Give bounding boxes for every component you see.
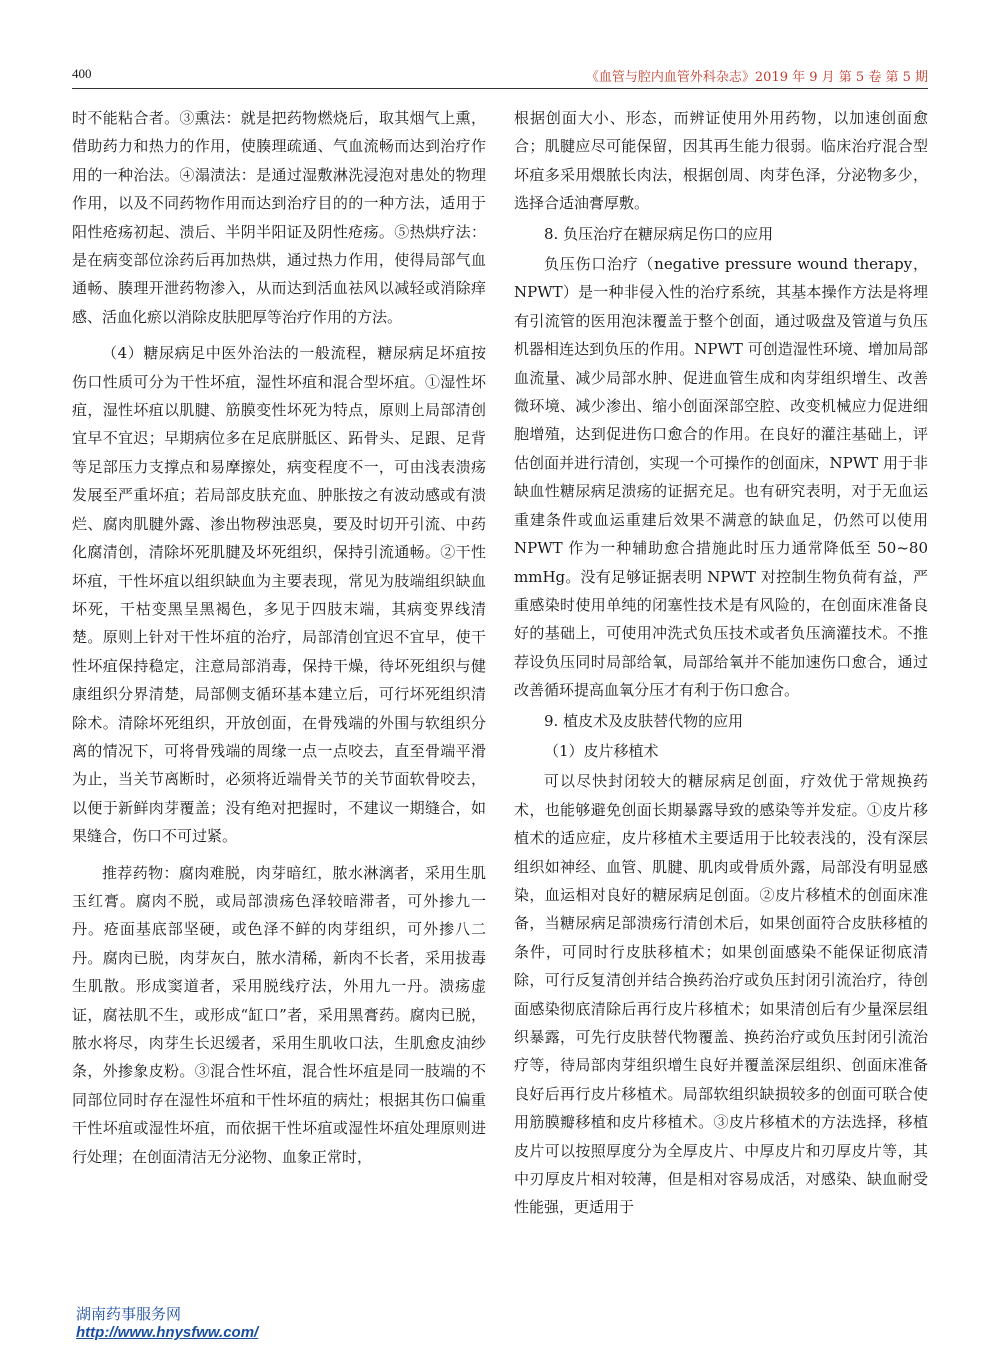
paragraph: （4）糖尿病足中医外治法的一般流程，糖尿病足坏疽按伤口性质可分为干性坏疽，湿性坏疽和混合型坏疽。①湿性坏疽，湿性坏疽以肌腱、筋膜变性坏死为特点，原则上局部清创宜早不宜迟；早期病位多在足底胼胝区、跖骨头、足跟、足背等足部压力支撑点和易摩擦处，病变程度不一，可由浅表溃疡发展至严重坏疽；若局部皮肤充血、肿胀按之有波动感或有溃烂、腐肉肌腱外露、渗出物秽浊恶臭，要及时切开引流、中药化腐清创，清除坏死肌腱及坏死组织，保持引流通畅。②干性坏疽，干性坏疽以组织缺血为主要表现，常见为肢端组织缺血坏死，干枯变黑呈黑褐色，多见于四肢末端，其病变界线清楚。原则上针对干性坏疽的治疗，局部清创宜迟不宜早，使干性坏疽保持稳定，注意局部消毒，保持干燥，待坏死组织与健康组织分界清楚，局部侧支循环基本建立后，可行坏死组织清除术。清除坏死组织，开放创面，在骨残端的外围与软组织分离的情况下，可将骨残端的周缘一点一点咬去，直至骨端平滑为止，当关节离断时，必须将近端骨关节的关节面软骨咬去，以便于新鲜肉芽覆盖；没有绝对把握时，不建议一期缝合，如果缝合，伤口不可过紧。: [72, 344, 486, 846]
paragraph: 时不能粘合者。③熏法：就是把药物燃烧后，取其烟气上熏，借助药力和热力的作用，使腠理疏通、气血流畅而达到治疗作用的一种治法。④溻渍法：是通过湿敷淋洗浸泡对患处的物理作用，以及不同药物作用而达到治疗目的的一种方法，适用于阳性疮疡初起、溃后、半阴半阳证及阴性疮疡。⑤热烘疗法：是在病变部位涂药后再加热烘，通过热力作用，使得局部气血通畅、腠理开泄药物渗入，从而达到活血祛风以减轻或消除痒感、活血化瘀以消除皮肤肥厚等治疗作用的方法。: [72, 109, 486, 326]
watermark-footer: [76, 1306, 258, 1342]
site-name: 湖南药事服务网: [76, 1306, 182, 1323]
subsection-heading: （1）皮片移植术: [544, 741, 659, 760]
section-heading: 9. 植皮术及皮肤替代物的应用: [544, 711, 744, 730]
left-column: [72, 104, 486, 1171]
paragraph: 负压伤口治疗（negative pressure wound therapy，NPWT）是一种非侵入性的治疗系统，其基本操作方法是将埋有引流管的医用泡沫覆盖于整个创面，通过吸盘及管道与负压机器相连达到负压的作用。NPWT 可创造湿性环境、增加局部血流量、减少局部水肿、促进血管生成和肉芽组织增生、改善微环境、减少渗出、缩小创面深部空腔、改变机械应力促进细胞增殖，达到促进伤口愈合的作用。在良好的灌注基础上，评估创面并进行清创，实现一个可操作的创面床，NPWT 用于非缺血性糖尿病足溃疡的证据充足。也有研究表明，对于无血运重建条件或血运重建后效果不满意的缺血足，仍然可以使用 NPWT 作为一种辅助愈合措施此时压力通常降低至 50~80 mmHg。没有足够证据表明 NPWT 对控制生物负荷有益，严重感染时使用单纯的闭塞性技术是有风险的，在创面床准备良好的基础上，可使用冲洗式负压技术或者负压滴灌技术。不推荐设负压同时局部给氧，局部给氧并不能加速伤口愈合，通过改善循环提高血氧分压才有利于伤口愈合。: [514, 255, 928, 700]
paragraph: 推荐药物：腐肉难脱，肉芽暗红，脓水淋漓者，采用生肌玉红膏。腐肉不脱，或局部溃疡色泽较暗滞者，可外掺九一丹。疮面基底部坚硬，或色泽不鲜的肉芽组织，可外掺八二丹。腐肉已脱，肉芽灰白，脓水清稀，新肉不长者，采用拔毒生肌散。形成窦道者，采用脱线疗法，外用九一丹。溃疡虚证，腐祛肌不生，或形成“缸口”者，采用黑膏药。腐肉已脱，脓水将尽，肉芽生长迟缓者，采用生肌收口法，生肌愈皮油纱条，外掺象皮粉。③混合性坏疽，混合性坏疽是同一肢端的不同部位同时存在湿性坏疽和干性坏疽的病灶；根据其伤口偏重干性坏疽或湿性坏疽，而依据干性坏疽或湿性坏疽处理原则进行处理；在创面清洁无分泌物、血象正常时，: [72, 863, 486, 1166]
paragraph: 根据创面大小、形态，而辨证使用外用药物，以加速创面愈合；肌腱应尽可能保留，因其再生能力很弱。临床治疗混合型坏疽多采用煨脓长肉法，根据创周、肉芽色泽，分泌物多少，选择合适油膏厚敷。: [514, 109, 928, 213]
site-url-link[interactable]: http://www.hnysfww.com/: [76, 1324, 259, 1341]
journal-citation: 《血管与腔内血管外科杂志》2019 年 9 月 第 5 卷 第 5 期: [585, 70, 928, 85]
page-number: 400: [72, 66, 92, 81]
running-header: [72, 62, 928, 89]
section-heading: 8. 负压治疗在糖尿病足伤口的应用: [544, 224, 774, 243]
right-column: [514, 104, 928, 1222]
paragraph: 可以尽快封闭较大的糖尿病足创面，疗效优于常规换药术，也能够避免创面长期暴露导致的感染等并发症。①皮片移植术的适应症，皮片移植术主要适用于比较表浅的，没有深层组织如神经、血管、肌腱、肌肉或骨质外露，局部没有明显感染，血运相对良好的糖尿病足创面。②皮片移植术的创面床准备，当糖尿病足部溃疡行清创术后，如果创面符合皮肤移植的条件，可同时行皮肤移植术；如果创面感染不能保证彻底清除，可行反复清创并结合换药治疗或负压封闭引流治疗，待创面感染彻底清除后再行皮片移植术；如果清创后有少量深层组织暴露，可先行皮肤替代物覆盖、换药治疗或负压封闭引流治疗等，待局部肉芽组织增生良好并覆盖深层组织、创面床准备良好后再行皮片移植术。局部软组织缺损较多的创面可联合使用筋膜瓣移植和皮片移植术。③皮片移植术的方法选择，移植皮片可以按照厚度分为全厚皮片、中厚皮片和刃厚皮片等，其中刃厚皮片相对较薄，但是相对容易成活，对感染、缺血耐受性能强，更适用于: [514, 772, 928, 1217]
